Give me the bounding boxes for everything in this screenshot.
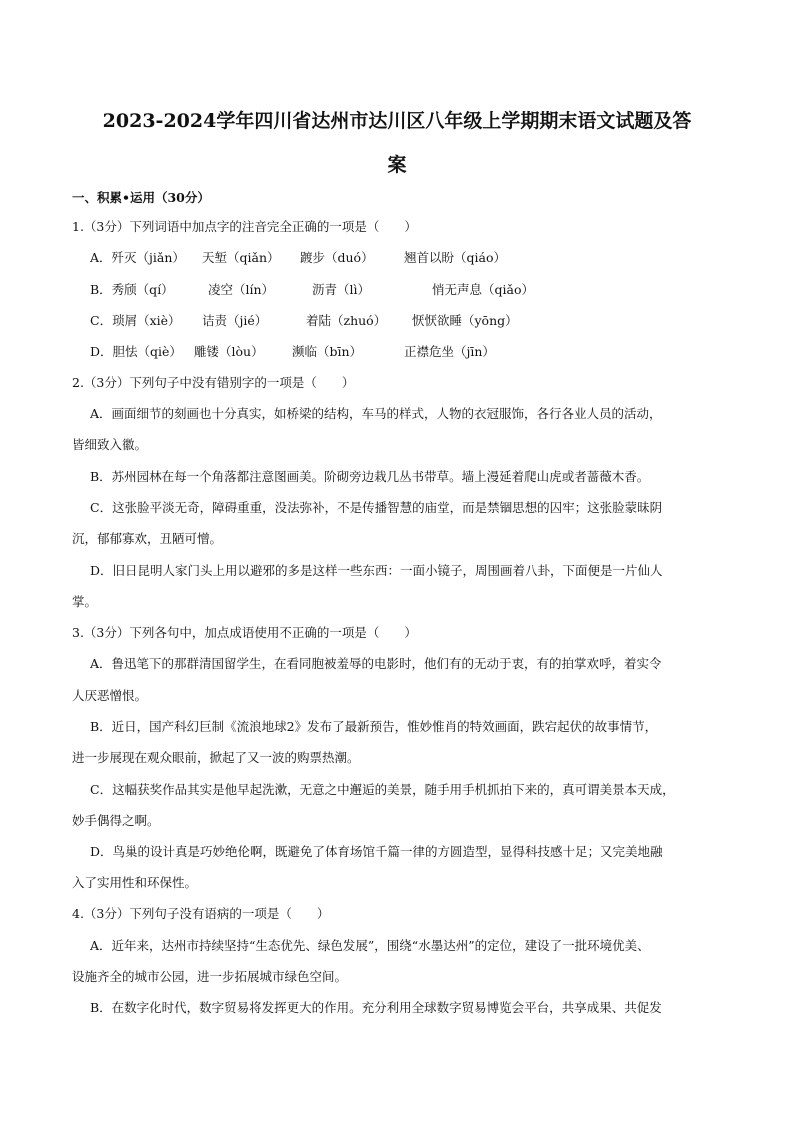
question-3-option-d: D．鸟巢的设计真是巧妙绝伦啊，既避免了体育场馆千篇一律的方圆造型，显得科技感十足；又完美地融 — [90, 844, 663, 859]
question-2-option-b: B．苏州园林在每一个角落都注意图画美。阶砌旁边栽几丛书带草。墙上漫延着爬山虎或者蔷薇木香。 — [90, 469, 650, 484]
question-2-option-c-continued: 沉，郁郁寡欢，丑陋可憎。 — [72, 531, 223, 546]
question-3-option-a-continued: 人厌恶憎恨。 — [72, 688, 148, 703]
option-cell: D．胆怯（qiè） — [90, 344, 182, 359]
question-2-stem: 2.（3分）下列句子中没有错别字的一项是（ ） — [72, 375, 355, 390]
option-cell: 踱步（duó） — [300, 250, 374, 265]
question-3-option-a: A．鲁迅笔下的那群清国留学生，在看同胞被羞辱的电影时，他们有的无动于衷，有的拍掌欢呼，着实令 — [90, 656, 662, 671]
question-3-option-c-continued: 妙手偶得之啊。 — [72, 813, 160, 828]
option-cell: 天堑（qiǎn） — [202, 250, 280, 265]
document-title-line-1: 2023-2024学年四川省达州市达川区八年级上学期期末语文试题及答 — [102, 110, 692, 132]
question-3-stem: 3.（3分）下列各句中，加点成语使用不正确的一项是（ ） — [72, 625, 417, 640]
question-4-option-a: A．近年来，达州市持续坚持“生态优先、绿色发展”，围绕“水墨达州”的定位，建设了一批环境优美、 — [90, 938, 650, 953]
question-3-option-d-continued: 入了实用性和环保性。 — [72, 875, 198, 890]
option-cell: 诘责（jié） — [202, 313, 268, 328]
question-1-stem: 1.（3分）下列词语中加点字的注音完全正确的一项是（ ） — [72, 219, 417, 234]
document-title-line-2: 案 — [387, 154, 407, 176]
option-cell: 正襟危坐（jīn） — [404, 344, 495, 359]
question-2-option-d-continued: 掌。 — [72, 594, 98, 609]
option-cell: 恹恹欲睡（yōng） — [412, 313, 518, 328]
question-2-option-c: C．这张脸平淡无奇，障碍重重，没法弥补，不是传播智慧的庙堂，而是禁锢思想的囚牢；这张脸蒙昧阴 — [90, 500, 663, 515]
option-cell: 濒临（bīn） — [292, 344, 363, 359]
question-4-option-b: B．在数字化时代，数字贸易将发挥更大的作用。充分利用全球数字贸易博览会平台，共享成果、共促发 — [90, 1000, 662, 1015]
question-3-option-b: B．近日，国产科幻巨制《流浪地球2》发布了最新预告，惟妙惟肖的特效画面，跌宕起伏的故事情节， — [90, 719, 658, 734]
option-cell: 翘首以盼（qiáo） — [404, 250, 506, 265]
question-2-option-a: A．画面细节的刻画也十分真实，如桥梁的结构，车马的样式，人物的衣冠服饰，各行各业人员的活动， — [90, 406, 662, 421]
option-cell: 悄无声息（qiǎo） — [432, 282, 534, 297]
question-4-option-a-continued: 设施齐全的城市公园，进一步拓展城市绿色空间。 — [72, 969, 348, 984]
question-2-option-a-continued: 皆细致入徽。 — [72, 437, 148, 452]
section-heading: 一、积累•运用（30分） — [72, 190, 210, 205]
option-cell: 着陆（zhuó） — [306, 313, 387, 328]
option-cell: C．琐屑（xiè） — [90, 313, 181, 328]
question-4-stem: 4.（3分）下列句子没有语病的一项是（ ） — [72, 906, 330, 921]
option-cell: 凌空（lín） — [208, 282, 275, 297]
option-cell: 雕镂（lòu） — [194, 344, 264, 359]
question-2-option-d: D．旧日昆明人家门头上用以避邪的多是这样一些东西：一面小镜子，周围画着八卦，下面便是一片仙人 — [90, 563, 663, 578]
question-3-option-c: C．这幅获奖作品其实是他早起洗漱，无意之中邂逅的美景，随手用手机抓拍下来的，真可谓美景本天成， — [90, 782, 675, 797]
option-cell: 沥青（lì） — [312, 282, 370, 297]
option-cell: A．歼灭（jiǎn） — [90, 250, 185, 265]
option-cell: B．秀颀（qí） — [90, 282, 174, 297]
question-3-option-b-continued: 进一步展现在观众眼前，掀起了又一波的购票热潮。 — [72, 750, 360, 765]
